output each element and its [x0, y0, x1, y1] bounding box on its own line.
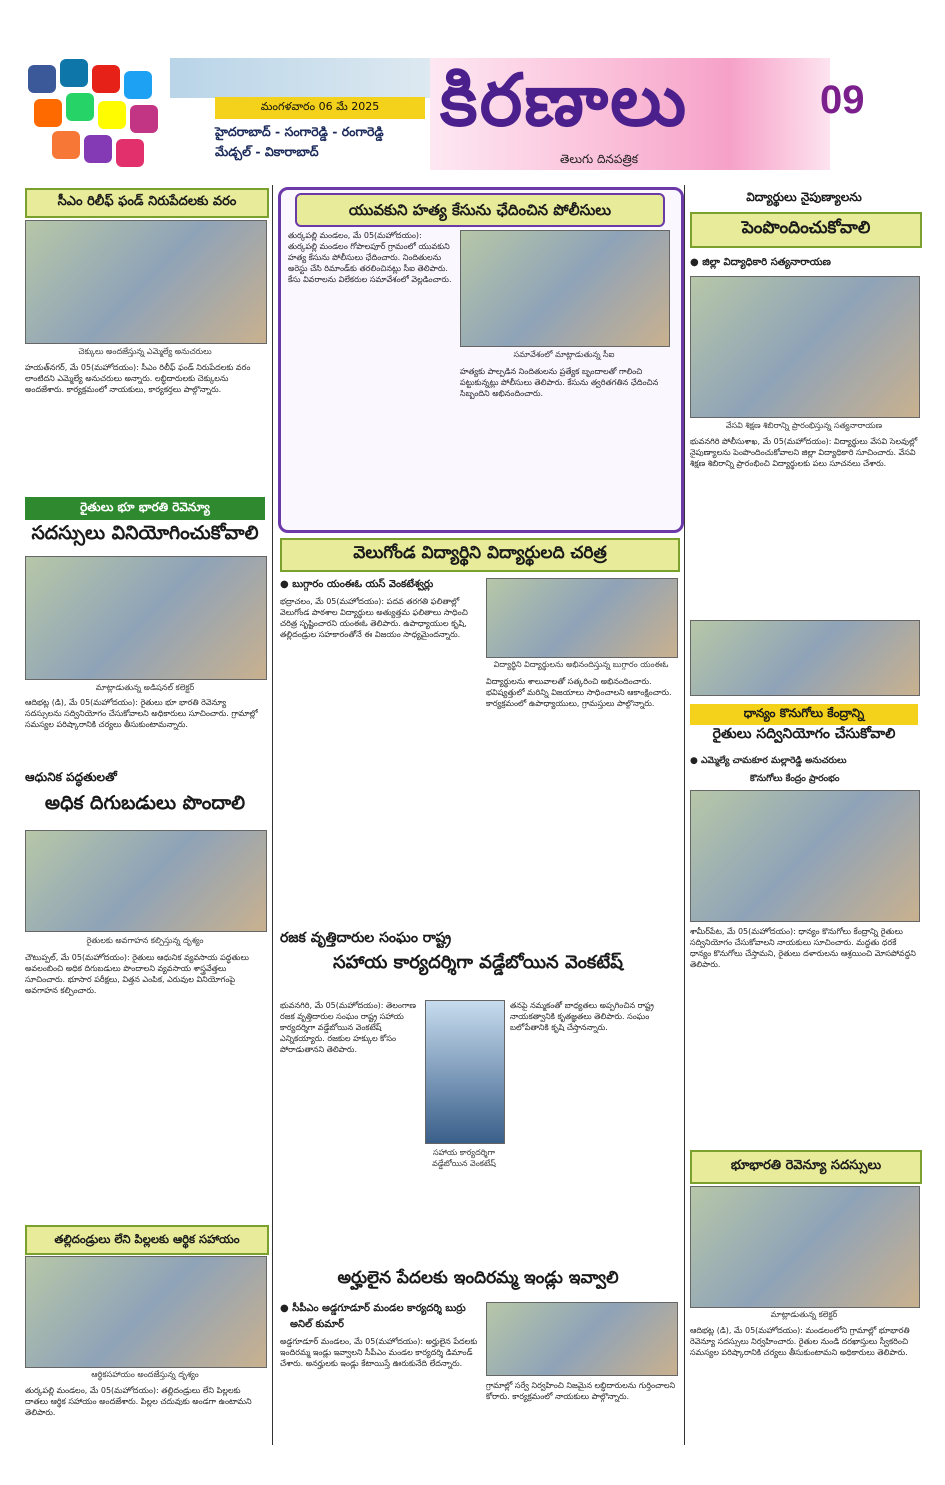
tagline: తెలుగు దినపత్రిక: [560, 152, 639, 166]
vidyarthulu-byline: ● జిల్లా విద్యాధికారి సత్యనారాయణ: [690, 257, 831, 268]
velugonda-photo: [486, 578, 678, 658]
orphans-photo: [25, 1256, 267, 1368]
bhubharathi2-headline: భూభారతి రెవెన్యూ సదస్సులు: [690, 1150, 922, 1184]
vidyarthulu-photo-2: [690, 620, 920, 696]
orphans-headline: తల్లిదండ్రులు లేని పిల్లలకు ఆర్థిక సహాయం: [25, 1225, 269, 1255]
rajaka-body-right: తనపై నమ్మకంతో బాధ్యతలు అప్పగించిన రాష్ట్ర నాయకత్వానికి కృతజ్ఞతలు తెలిపారు. సంఘం బలోపేతానికి కృషి చేస్తానన్నారు.: [510, 1001, 654, 1032]
cm-relief-caption: చెక్కులు అందజేస్తున్న ఎమ్మెల్యే అనుచరులు: [78, 347, 212, 356]
vidyarthulu-kicker: విద్యార్థులు నైపుణ్యాలను: [746, 190, 862, 204]
rajaka-caption: సహాయ కార్యదర్శిగా వడ్డేబోయిన వెంకటేష్: [432, 1148, 496, 1168]
rajaka-kicker: రజక వృత్తిదారుల సంఘం రాష్ట్ర: [280, 930, 452, 946]
vidyarthulu-body: భువనగిరి పోలీసుశాఖ, మే 05(మహోదయం): విద్యార్థులు వేసవి సెలవుల్లో నైపుణ్యాలను పెంపొందించుకోవాలని జిల్లా విద్యాధికారి సూచించారు. వేసవి శిక్షణ శిబిరాన్ని ప్రారంభించి విద్యార్థులకు పలు సూచనలు చేశారు.: [690, 437, 918, 468]
column-rule-right: [684, 185, 685, 1445]
adhika-caption: రైతులకు అవగాహన కల్పిస్తున్న దృశ్యం: [86, 936, 204, 945]
bhubharathi-photo: [25, 556, 267, 680]
velugonda-byline: ● బుగ్గారం యంఈఓ యస్ వెంకటేశ్వర్లు: [280, 579, 434, 590]
bhubharathi-body: ఆదిభట్ల (డి), మే 05(మహోదయం): రైతులు భూ భారతి రెవెన్యూ సదస్సులను సద్వినియోగం చేసుకోవాలని అధికారులు సూచించారు. గ్రామాల్లో సమస్యల పరిష్కారానికి చర్యలు తీసుకుంటామన్నారు.: [25, 698, 258, 729]
indiramma-byline-name: అనిల్ కుమార్: [290, 1319, 344, 1330]
vidyarthulu-caption: వేసవి శిక్షణ శిబిరాన్ని ప్రారంభిస్తున్న సత్యనారాయణ: [725, 421, 883, 430]
bhubharathi-headline: సదస్సులు వినియోగించుకోవాలి: [31, 522, 259, 544]
velugonda-headline: వెలుగోండ విద్యార్థిని విద్యార్థులది చరిత్ర: [280, 538, 680, 572]
bhubharathi2-photo: [690, 1186, 920, 1308]
bhubharathi2-body: ఆదిభట్ల (డి), మే 05(మహోదయం): మండలంలోని గ్రామాల్లో భూభారతి రెవెన్యూ సదస్సులు నిర్వహించారు. రైతుల నుండి దరఖాస్తులు స్వీకరించి సమస్యల పరిష్కారానికి చర్యలు తీసుకుంటామని అధికారులు తెలిపారు.: [690, 1326, 910, 1357]
edition-cities: [215, 122, 425, 162]
velugonda-body-right: విద్యార్థులను శాలువాలతో సత్కరించి అభినందించారు. భవిష్యత్తులో మరిన్ని విజయాలు సాధించాలని ఆకాంక్షించారు. కార్యక్రమంలో ఉపాధ్యాయులు, గ్రామస్తులు పాల్గొన్నారు.: [486, 677, 672, 708]
velugonda-caption: విద్యార్థిని విద్యార్థులను అభినందిస్తున్న బుగ్గారం యంఈఓ: [493, 660, 669, 669]
cities-line-2: మేడ్చల్ - వికారాబాద్: [215, 144, 319, 159]
dhanyam-caption: కొనుగోలు కేంద్రం ప్రారంభం: [750, 774, 840, 784]
adhika-body: చౌటుప్పల్, మే 05(మహోదయం): రైతులు ఆధునిక వ్యవసాయ పద్ధతులు అవలంబించి అధిక దిగుబడులు పొందాలని వ్యవసాయ శాస్త్రవేత్తలు సూచించారు. భూసార పరీక్షలు, విత్తన ఎంపిక, ఎరువుల వినియోగంపై అవగాహన కల్పించారు.: [25, 953, 249, 995]
adhika-photo: [25, 830, 267, 932]
bhubharathi2-caption: మాట్లాడుతున్న కలెక్టర్: [770, 1310, 838, 1319]
murder-headline: యువకుని హత్య కేసును ఛేదించిన పోలీసులు: [295, 193, 665, 227]
murder-body-left: తుర్కపల్లి మండలం, మే 05(మహోదయం): తుర్కపల్లి మండలం గోపాలపూర్ గ్రామంలో యువకుని హత్య కేసును పోలీసులు ఛేదించారు. నిందితులను అరెస్టు చేసి రిమాండ్‌కు తరలించినట్లు సీఐ తెలిపారు. కేసు వివరాలను విలేకరుల సమావేశంలో వెల్లడించారు.: [288, 231, 452, 284]
dhanyam-byline: ● ఎమ్మెల్యే చామకూర మల్లారెడ్డి అనుచరులు: [690, 756, 847, 766]
cm-relief-body: హయత్‌నగర్, మే 05(మహోదయం): సీఎం రిలీఫ్ ఫండ్ నిరుపేదలకు వరం లాంటిదని ఎమ్మెల్యే అనుచరులు అన్నారు. లబ్ధిదారులకు చెక్కులను అందజేశారు. కార్యక్రమంలో నాయకులు, కార్యకర్తలు పాల్గొన్నారు.: [25, 363, 251, 394]
adhika-headline: అధిక దిగుబడులు పొందాలి: [44, 792, 246, 814]
cities-line-1: హైదరాబాద్ - సంగారెడ్డి - రంగారెడ్డి: [215, 124, 384, 139]
orphans-body: తుర్కపల్లి మండలం, మే 05(మహోదయం): తల్లిదండ్రులు లేని పిల్లలకు దాతలు ఆర్థిక సహాయం అందజేశారు. పిల్లల చదువుకు అండగా ఉంటామని తెలిపారు.: [25, 1386, 252, 1417]
murder-body-right: హత్యకు పాల్పడిన నిందితులను ప్రత్యేక బృందాలతో గాలించి పట్టుకున్నట్లు పోలీసులు తెలిపారు. కేసును త్వరితగతిన ఛేదించిన సిబ్బందిని అభినందించారు.: [460, 367, 659, 398]
issue-date: మంగళవారం 06 మే 2025: [215, 97, 425, 119]
indiramma-photo: [486, 1302, 678, 1376]
orphans-caption: ఆర్థికసహాయం అందజేస్తున్న దృశ్యం: [91, 1370, 199, 1379]
rajaka-headline: సహాయ కార్యదర్శిగా వడ్డేబోయిన వెంకటేష్: [332, 952, 623, 973]
velugonda-body-left: భద్రాచలం, మే 05(మహోదయం): పదవ తరగతి ఫలితాల్లో వెలుగోండ పాఠశాల విద్యార్థులు అత్యుత్తమ ఫలితాలు సాధించి చరిత్ర సృష్టించారని యంఈఓ తెలిపారు. ఉపాధ్యాయుల కృషి, తల్లిదండ్రుల సహకారంతోనే ఈ విజయం సాధ్యమైందన్నారు.: [280, 597, 468, 639]
murder-photo: [460, 230, 670, 347]
indiramma-headline: అర్హులైన పేదలకు ఇందిరమ్మ ఇండ్లు ఇవ్వాలి: [337, 1268, 619, 1288]
vidyarthulu-headline: పెంపొందించుకోవాలి: [690, 212, 922, 248]
newspaper-logo: కిరణాలు: [440, 57, 689, 142]
social-media-graphic: [18, 55, 168, 173]
bhubharathi-caption: మాట్లాడుతున్న అడిషనల్ కలెక్టర్: [95, 683, 195, 692]
dhanyam-photo: [690, 790, 920, 922]
rajaka-body-left: భువనగిరి, మే 05(మహోదయం): తెలంగాణ రజక వృత్తిదారుల సంఘం రాష్ట్ర సహాయ కార్యదర్శిగా వడ్డేబోయిన వెంకటేష్ ఎన్నికయ్యారు. రజకుల హక్కుల కోసం పోరాడుతానని తెలిపారు.: [280, 1001, 416, 1054]
murder-caption: సమావేశంలో మాట్లాడుతున్న సీఐ: [513, 350, 615, 359]
dhanyam-headline: రైతులు సద్వినియోగం చేసుకోవాలి: [712, 726, 896, 742]
indiramma-byline: ● సీపీఎం అడ్డగూడూర్ మండల కార్యదర్శి బుర్రు: [280, 1303, 466, 1314]
rajaka-portrait: [425, 1000, 505, 1144]
indiramma-body-right: గ్రామాల్లో సర్వే నిర్వహించి నిజమైన లబ్ధిదారులను గుర్తించాలని కోరారు. కార్యక్రమంలో నాయకులు పాల్గొన్నారు.: [486, 1381, 676, 1401]
page-number: 09: [820, 78, 865, 122]
dhanyam-kicker: ధాన్యం కొనుగోలు కేంద్రాన్ని: [690, 704, 918, 725]
cm-relief-headline: సీఎం రిలీఫ్ ఫండ్ నిరుపేదలకు వరం: [25, 188, 269, 218]
bhubharathi-kicker: రైతులు భూ భారతి రెవెన్యూ: [25, 497, 265, 520]
indiramma-body-left: అడ్డగూడూర్ మండలం, మే 05(మహోదయం): అర్హులైన పేదలకు ఇందిరమ్మ ఇండ్లు ఇవ్వాలని సీపీఎం మండల కార్యదర్శి డిమాండ్ చేశారు. అనర్హులకు ఇండ్లు కేటాయిస్తే ఊరుకునేది లేదన్నారు.: [280, 1337, 478, 1368]
adhika-kicker: ఆధునిక పద్ధతులతో: [25, 770, 117, 784]
cm-relief-photo: [25, 220, 267, 344]
dhanyam-body: శామీర్‌పేట, మే 05(మహోదయం): ధాన్యం కొనుగోలు కేంద్రాన్ని రైతులు సద్వినియోగం చేసుకోవాలని నాయకులు సూచించారు. మద్దతు ధరకే ధాన్యం కొనుగోలు చేస్తామని, రైతులు దళారులను ఆశ్రయించి మోసపోవద్దని తెలిపారు.: [690, 927, 916, 969]
charminar-illustration: [170, 58, 430, 98]
vidyarthulu-photo: [690, 276, 920, 418]
column-rule-left: [272, 185, 273, 1445]
